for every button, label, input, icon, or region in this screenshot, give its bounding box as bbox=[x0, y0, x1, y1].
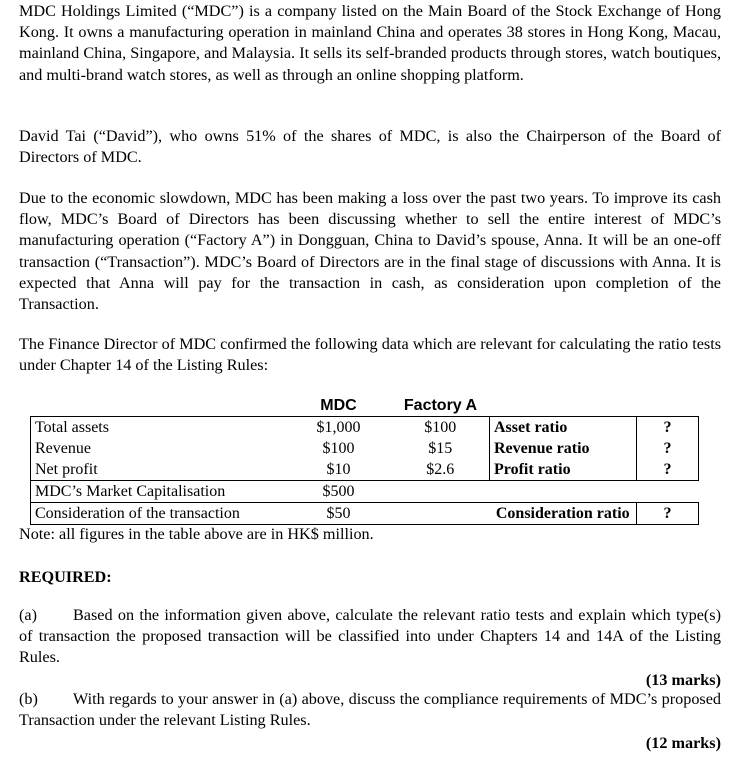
table-row bbox=[31, 417, 699, 439]
factory-value: $100 bbox=[392, 417, 490, 439]
header-factory-a: Factory A bbox=[403, 396, 478, 414]
factory-value: $2.6 bbox=[392, 459, 490, 481]
question-a-label: (a) bbox=[19, 606, 37, 624]
header-mdc: MDC bbox=[320, 396, 357, 414]
factory-value: $15 bbox=[392, 438, 490, 459]
ratio-answer: ? bbox=[637, 459, 699, 481]
question-b-marks: (12 marks) bbox=[645, 734, 721, 752]
mdc-value: $50 bbox=[286, 503, 392, 525]
mdc-value: $1,000 bbox=[286, 417, 392, 439]
table-row bbox=[31, 481, 699, 503]
row-label: Revenue bbox=[31, 438, 286, 459]
table-row bbox=[31, 503, 699, 525]
question-b-text: With regards to your answer in (a) above, discuss the compliance requirements of MDC’s proposed Transaction under the relevant Listing Rules. bbox=[19, 690, 721, 730]
question-a-marks: (13 marks) bbox=[645, 671, 721, 689]
question-a bbox=[19, 605, 721, 669]
ratio-label: Consideration ratio bbox=[490, 503, 637, 525]
transaction-paragraph: Due to the economic slowdown, MDC has been making a loss over the past two years. To improve its cash flow, MDC’s Board of Directors has been discussing whether to sell the entire interest of MDC’s manufacturing operation (“Factory A”) in Dongguan, China to David’s spouse, Anna. It will be an one-off transaction (“Transaction”). MDC’s Board of Directors are in the final stage of discussions with Anna. It is expected that Anna will pay for the transaction in cash, as consideration upon completion of the Transaction. bbox=[19, 189, 721, 314]
mdc-value: $500 bbox=[286, 481, 392, 503]
table-row bbox=[31, 459, 699, 481]
ratio-answer: ? bbox=[637, 417, 699, 439]
data-intro-paragraph: The Finance Director of MDC confirmed the following data which are relevant for calculating the ratio tests under Chapter 14 of the Listing Rules: bbox=[19, 335, 721, 375]
mdc-value: $10 bbox=[326, 460, 351, 478]
mdc-value: $100 bbox=[322, 439, 355, 457]
ratio-label: Profit ratio bbox=[494, 460, 571, 478]
ratio-label: Asset ratio bbox=[490, 417, 637, 439]
row-label: Total assets bbox=[31, 417, 286, 439]
question-b bbox=[19, 689, 721, 731]
ratio-answer: ? bbox=[637, 438, 699, 459]
ratio-data-table bbox=[30, 395, 672, 523]
table-row bbox=[31, 438, 699, 459]
intro-paragraph: MDC Holdings Limited (“MDC”) is a company listed on the Main Board of the Stock Exchange of Hong Kong. It owns a manufacturing operation in mainland China and operates 38 stores in Hong Kong, Macau, mainland China, Singapore, and Malaysia. It sells its self-branded products through stores, watch boutiques, and multi-brand watch stores, as well as through an online shopping platform. bbox=[19, 2, 721, 84]
row-label: Net profit bbox=[31, 459, 286, 481]
row-label: MDC’s Market Capitalisation bbox=[31, 481, 286, 503]
question-a-text: Based on the information given above, calculate the relevant ratio tests and explain which type(s) of transaction the proposed transaction will be classified into under Chapters 14 and 14A of the Listing Rules. bbox=[19, 606, 721, 667]
row-label: Consideration of the transaction bbox=[31, 503, 286, 525]
ratio-label: Revenue ratio bbox=[494, 439, 590, 457]
question-b-label: (b) bbox=[19, 690, 38, 708]
table-header-row bbox=[31, 395, 699, 417]
ratio-answer: ? bbox=[637, 503, 699, 525]
table-note: Note: all figures in the table above are in HK$ million. bbox=[19, 525, 374, 543]
shareholder-paragraph: David Tai (“David”), who owns 51% of the shares of MDC, is also the Chairperson of the Board of Directors of MDC. bbox=[19, 127, 721, 167]
required-heading: REQUIRED: bbox=[19, 568, 112, 586]
